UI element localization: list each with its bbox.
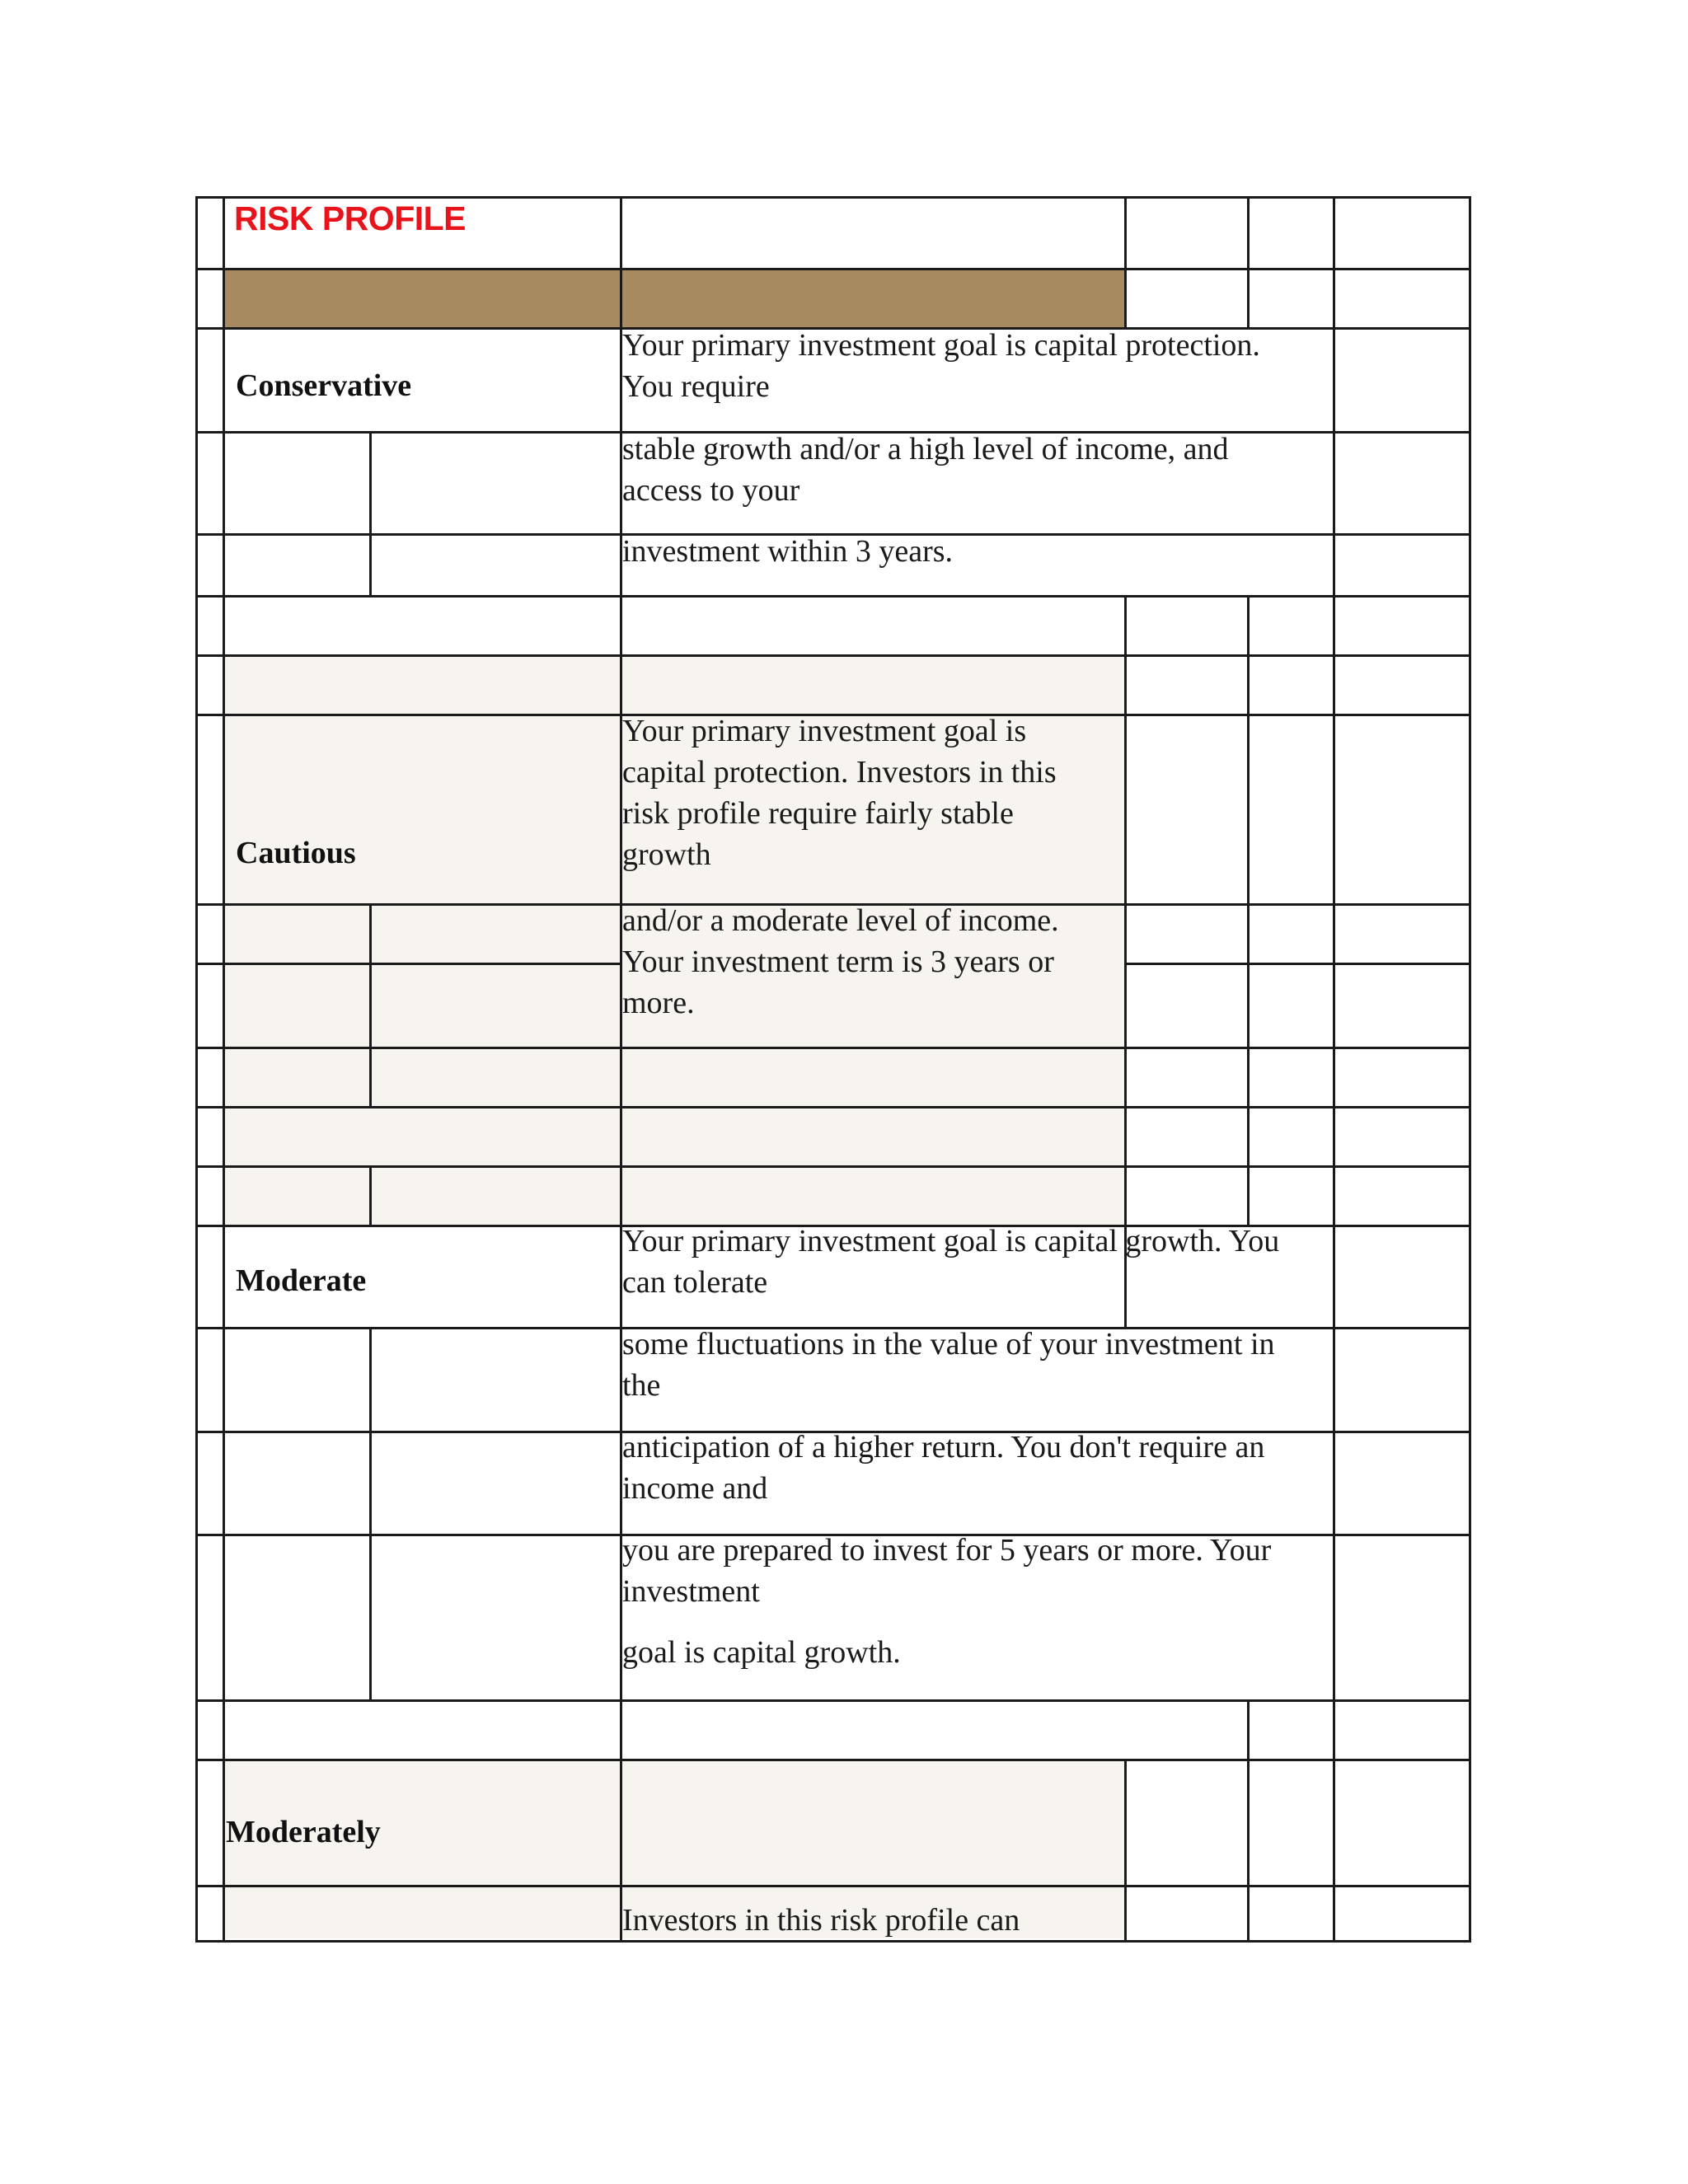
moderately-description-1: Investors in this risk profile can [622,1903,1020,1938]
grid-line [1247,1699,1250,1943]
grid-line [195,963,620,965]
conservative-description-1: Your primary investment goal is capital protection. You require [622,328,1260,404]
moderate-label: Moderate [236,1263,367,1298]
grid-line [195,654,1471,657]
moderate-description-3: anticipation of a higher return. You don't require an income and [622,1430,1265,1506]
moderate-description-2: some fluctuations in the value of your investment in the [622,1327,1275,1403]
moderate-description-4: you are prepared to invest for 5 years or more. Your investment [622,1533,1272,1609]
grid-line [195,1885,1471,1887]
grid-line [195,595,1471,598]
moderate-description-5: goal is capital growth. [622,1635,901,1670]
grid-line [195,196,198,1943]
grid-line [1247,196,1250,327]
grid-line [1124,963,1471,965]
grid-line [195,196,1471,199]
conservative-description-3: investment within 3 years. [622,534,954,569]
grid-line [223,196,225,1943]
moderate-description-1: Your primary investment goal is capital growth. You can tolerate [622,1224,1280,1300]
cautious-description-2: and/or a moderate level of income. Your investment term is 3 years or more. [622,903,1059,1020]
header-fill [225,270,1127,328]
grid-line [1124,196,1127,327]
grid-line [195,1106,1471,1108]
grid-line [1247,595,1250,1226]
grid-line [195,1165,1471,1168]
grid-line [1333,196,1335,1943]
grid-line [369,903,372,1106]
conservative-label: Conservative [236,368,412,403]
page-title: RISK PROFILE [234,199,467,237]
cautious-label: Cautious [236,836,356,870]
conservative-description-2: stable growth and/or a high level of income, and access to your [622,432,1229,508]
grid-line [1124,1759,1127,1943]
grid-line [369,431,372,595]
grid-line [195,1047,1471,1049]
moderately-label: Moderately [226,1815,381,1849]
cautious-description-1: Your primary investment goal is capital protection. Investors in this risk profile require fairly stable growth [622,714,1057,872]
grid-line [369,1327,372,1699]
grid-line [369,1165,372,1225]
grid-line [195,268,1471,270]
grid-line [1469,196,1471,1943]
grid-line [195,1759,1471,1761]
grid-line [1124,595,1127,1327]
grid-line [195,1699,1471,1702]
